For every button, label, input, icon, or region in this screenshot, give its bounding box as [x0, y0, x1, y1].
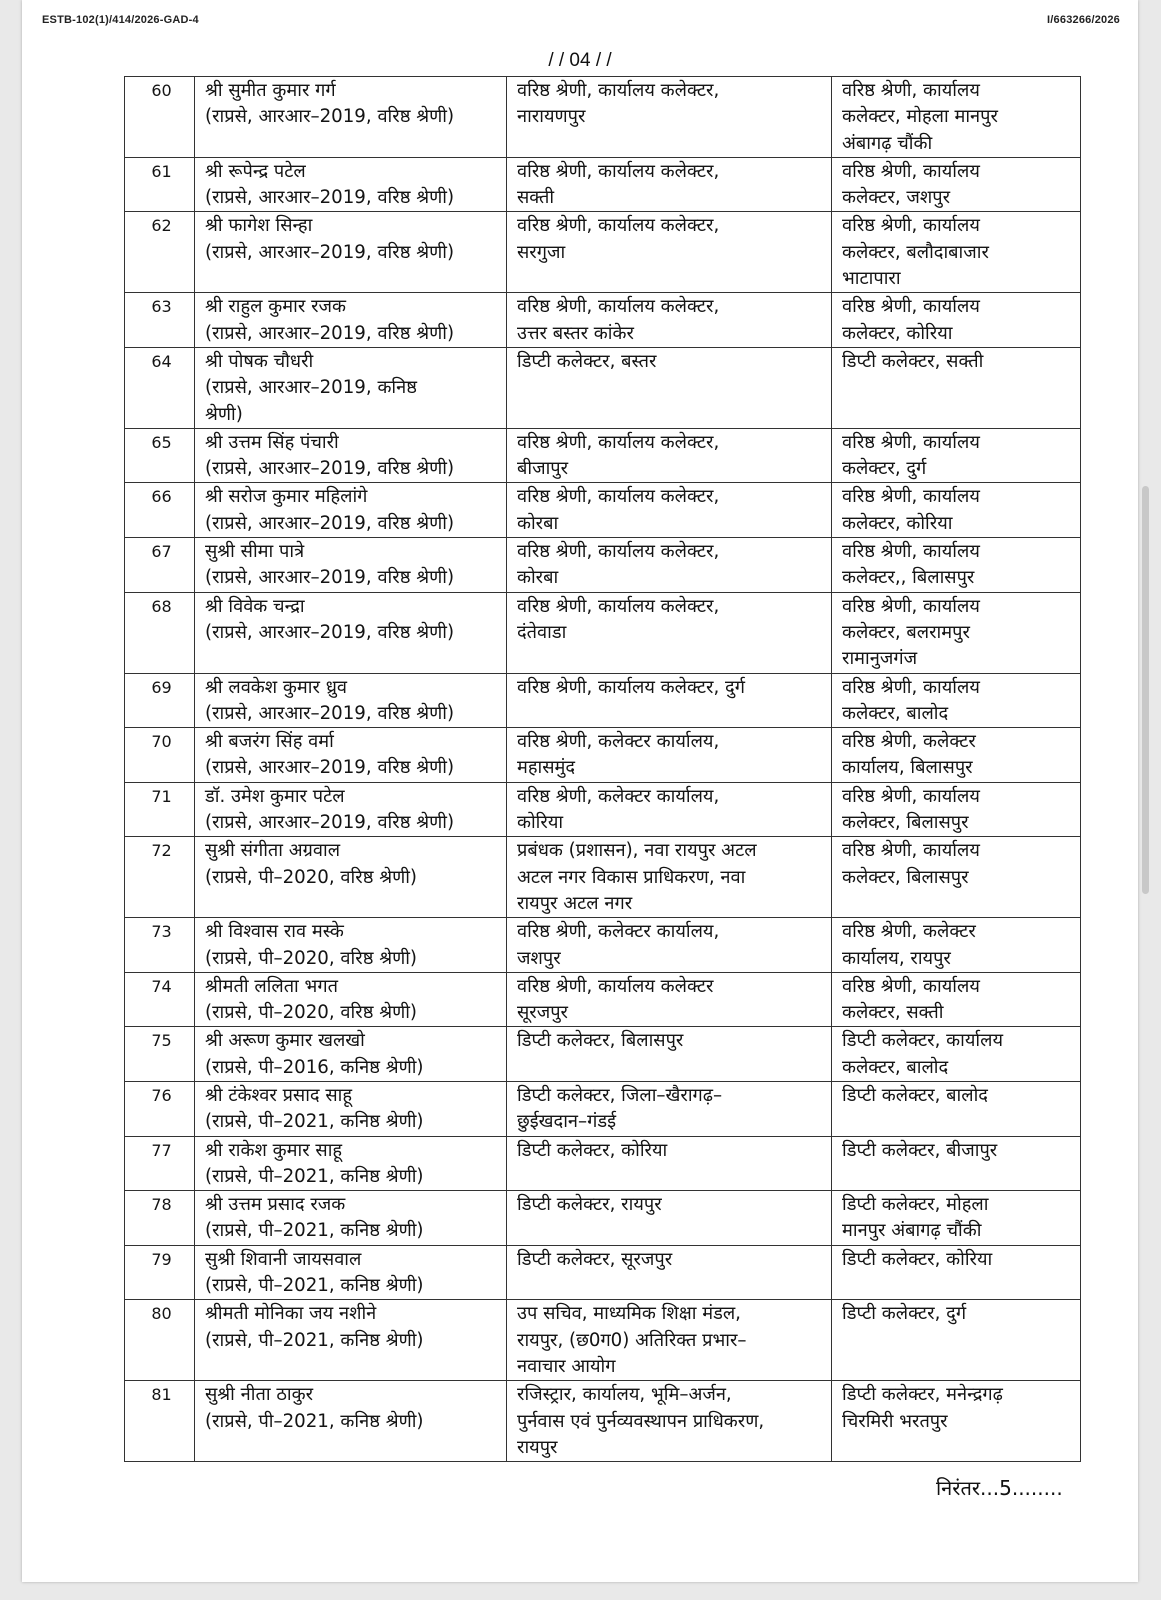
current-posting-line: वरिष्ठ श्रेणी, कार्यालय कलेक्टर, [517, 160, 720, 182]
new-posting-line: कलेक्टर, दुर्ग [842, 458, 927, 480]
officer-name-cell [195, 77, 507, 158]
new-posting-line: भाटापारा [842, 268, 901, 290]
new-posting-cell [832, 782, 1081, 837]
serial-number: 65 [125, 428, 195, 483]
officer-name-line: (राप्रसे, आरआर–2019, वरिष्ठ श्रेणी) [205, 187, 455, 209]
current-posting-cell [507, 1300, 832, 1381]
table-row [125, 1191, 1081, 1246]
new-posting-line: डिप्टी कलेक्टर, बीजापुर [842, 1139, 998, 1161]
serial-number: 72 [125, 837, 195, 918]
current-posting-cell [507, 1081, 832, 1136]
transfer-table [124, 76, 1081, 1462]
current-posting-line: पुर्नवास एवं पुर्नव्यवस्थापन प्राधिकरण, [517, 1410, 765, 1432]
new-posting-cell [832, 538, 1081, 593]
new-posting-line: कलेक्टर, कोरिया [842, 322, 953, 344]
officer-name-line: श्री उत्तम प्रसाद रजक [205, 1194, 346, 1216]
serial-number: 75 [125, 1027, 195, 1082]
current-posting-line: वरिष्ठ श्रेणी, कलेक्टर कार्यालय, [517, 731, 720, 753]
current-posting-line: वरिष्ठ श्रेणी, कार्यालय कलेक्टर, [517, 215, 720, 237]
serial-number: 69 [125, 673, 195, 728]
new-posting-line: वरिष्ठ श्रेणी, कार्यालय [842, 486, 980, 508]
table-row [125, 1381, 1081, 1462]
officer-name-line: श्री फागेश सिन्हा [205, 215, 313, 237]
serial-number: 66 [125, 483, 195, 538]
officer-name-line: श्री उत्तम सिंह पंचारी [205, 431, 339, 453]
current-posting-line: वरिष्ठ श्रेणी, कार्यालय कलेक्टर, [517, 486, 720, 508]
officer-name-line: श्री राहुल कुमार रजक [205, 296, 346, 318]
officer-name-line: (राप्रसे, पी–2021, कनिष्ठ श्रेणी) [205, 1111, 424, 1133]
new-posting-line: कार्यालय, रायपुर [842, 947, 951, 969]
file-number: ESTB-102(1)/414/2026-GAD-4 [42, 14, 199, 26]
officer-name-line: (राप्रसे, पी–2020, वरिष्ठ श्रेणी) [205, 947, 418, 969]
new-posting-line: कलेक्टर,, बिलासपुर [842, 567, 975, 589]
new-posting-line: वरिष्ठ श्रेणी, कार्यालय [842, 80, 980, 101]
new-posting-line: वरिष्ठ श्रेणी, कार्यालय [842, 840, 980, 862]
officer-name-cell [195, 782, 507, 837]
new-posting-line: कलेक्टर, बिलासपुर [842, 812, 969, 834]
officer-name-cell [195, 347, 507, 428]
new-posting-cell [832, 592, 1081, 673]
serial-number: 62 [125, 212, 195, 293]
serial-number: 74 [125, 972, 195, 1027]
new-posting-line: डिप्टी कलेक्टर, दुर्ग [842, 1303, 967, 1325]
officer-name-line: (राप्रसे, पी–2021, कनिष्ठ श्रेणी) [205, 1329, 424, 1351]
current-posting-line: डिप्टी कलेक्टर, जिला–खैरागढ़– [517, 1084, 723, 1106]
officer-name-line: श्री सुमीत कुमार गर्ग [205, 80, 336, 101]
new-posting-line: वरिष्ठ श्रेणी, कार्यालय [842, 296, 980, 318]
current-posting-line: जशपुर [517, 947, 561, 969]
officer-name-line: सुश्री संगीता अग्रवाल [205, 840, 341, 862]
current-posting-line: डिप्टी कलेक्टर, बिलासपुर [517, 1030, 684, 1052]
current-posting-cell [507, 1381, 832, 1462]
current-posting-cell [507, 293, 832, 348]
current-posting-cell [507, 837, 832, 918]
current-posting-line: वरिष्ठ श्रेणी, कलेक्टर कार्यालय, [517, 921, 720, 943]
officer-name-line: श्री अरूण कुमार खलखो [205, 1030, 365, 1052]
current-posting-cell [507, 972, 832, 1027]
current-posting-line: रायपुर [517, 1436, 558, 1458]
new-posting-line: वरिष्ठ श्रेणी, कलेक्टर [842, 731, 976, 753]
table-row [125, 483, 1081, 538]
officer-name-line: (राप्रसे, आरआर–2019, वरिष्ठ श्रेणी) [205, 621, 455, 643]
officer-name-line: श्रेणी) [205, 403, 243, 425]
new-posting-cell [832, 1381, 1081, 1462]
table-row [125, 77, 1081, 158]
current-posting-line: रायपुर, (छ0ग0) अतिरिक्त प्रभार– [517, 1329, 747, 1351]
current-posting-line: बीजापुर [517, 458, 569, 480]
new-posting-cell [832, 293, 1081, 348]
current-posting-line: वरिष्ठ श्रेणी, कार्यालय कलेक्टर, [517, 541, 720, 563]
table-row [125, 1027, 1081, 1082]
new-posting-cell [832, 428, 1081, 483]
officer-name-cell [195, 1245, 507, 1300]
officer-name-cell [195, 212, 507, 293]
page-number: / / 04 / / [548, 50, 612, 71]
new-posting-cell [832, 673, 1081, 728]
new-posting-cell [832, 157, 1081, 212]
current-posting-cell [507, 483, 832, 538]
table-row [125, 1081, 1081, 1136]
new-posting-line: कलेक्टर, मोहला मानपुर [842, 106, 998, 128]
current-posting-line: रायपुर अटल नगर [517, 892, 633, 914]
new-posting-line: चिरमिरी भरतपुर [842, 1410, 948, 1432]
current-posting-cell [507, 1191, 832, 1246]
officer-name-line: डॉ. उमेश कुमार पटेल [205, 785, 345, 807]
table-row [125, 1136, 1081, 1191]
new-posting-line: डिप्टी कलेक्टर, बालोद [842, 1084, 988, 1106]
serial-number: 60 [125, 77, 195, 158]
serial-number: 78 [125, 1191, 195, 1246]
new-posting-line: कलेक्टर, बालोद [842, 1056, 949, 1078]
officer-name-line: श्री टंकेश्वर प्रसाद साहू [205, 1084, 353, 1106]
serial-number: 67 [125, 538, 195, 593]
table-row [125, 1300, 1081, 1381]
current-posting-line: वरिष्ठ श्रेणी, कार्यालय कलेक्टर, दुर्ग [517, 676, 745, 698]
current-posting-line: डिप्टी कलेक्टर, बस्तर [517, 350, 657, 372]
table-row [125, 837, 1081, 918]
serial-number: 70 [125, 728, 195, 783]
current-posting-line: सरगुजा [517, 241, 566, 263]
officer-name-cell [195, 538, 507, 593]
serial-number: 71 [125, 782, 195, 837]
new-posting-line: वरिष्ठ श्रेणी, कार्यालय [842, 215, 980, 237]
new-posting-cell [832, 837, 1081, 918]
current-posting-cell [507, 1136, 832, 1191]
current-posting-cell [507, 918, 832, 973]
new-posting-line: कार्यालय, बिलासपुर [842, 757, 973, 779]
new-posting-line: डिप्टी कलेक्टर, सक्ती [842, 350, 984, 372]
current-posting-line: सक्ती [517, 187, 555, 209]
current-posting-line: छुईखदान–गंडई [517, 1111, 617, 1133]
officer-name-cell [195, 972, 507, 1027]
serial-number: 76 [125, 1081, 195, 1136]
new-posting-cell [832, 1300, 1081, 1381]
officer-name-line: श्री विवेक चन्द्रा [205, 595, 305, 617]
officer-name-line: श्रीमती ललिता भगत [205, 975, 338, 997]
new-posting-cell [832, 212, 1081, 293]
serial-number: 68 [125, 592, 195, 673]
current-posting-cell [507, 728, 832, 783]
officer-name-cell [195, 483, 507, 538]
new-posting-line: वरिष्ठ श्रेणी, कार्यालय [842, 431, 980, 453]
new-posting-cell [832, 347, 1081, 428]
table-row [125, 592, 1081, 673]
current-posting-line: कोरबा [517, 512, 559, 534]
current-posting-line: डिप्टी कलेक्टर, कोरिया [517, 1139, 668, 1161]
table-row [125, 1245, 1081, 1300]
current-posting-line: डिप्टी कलेक्टर, रायपुर [517, 1194, 662, 1216]
new-posting-cell [832, 483, 1081, 538]
current-posting-line: सूरजपुर [517, 1002, 568, 1024]
new-posting-line: वरिष्ठ श्रेणी, कार्यालय [842, 785, 980, 807]
serial-number: 73 [125, 918, 195, 973]
officer-name-line: (राप्रसे, आरआर–2019, वरिष्ठ श्रेणी) [205, 106, 455, 128]
new-posting-line: मानपुर अंबागढ़ चौंकी [842, 1220, 982, 1242]
table-row [125, 212, 1081, 293]
current-posting-cell [507, 782, 832, 837]
new-posting-line: कलेक्टर, बलरामपुर [842, 621, 970, 643]
current-posting-line: नवाचार आयोग [517, 1355, 616, 1377]
new-posting-line: कलेक्टर, बालोद [842, 702, 949, 724]
serial-number: 63 [125, 293, 195, 348]
officer-name-line: श्री बजरंग सिंह वर्मा [205, 731, 334, 753]
table-row [125, 728, 1081, 783]
table-row [125, 918, 1081, 973]
table-row [125, 673, 1081, 728]
officer-name-line: (राप्रसे, पी–2021, कनिष्ठ श्रेणी) [205, 1220, 424, 1242]
officer-name-line: (राप्रसे, पी–2020, वरिष्ठ श्रेणी) [205, 1002, 418, 1024]
new-posting-line: डिप्टी कलेक्टर, मनेन्द्रगढ़ [842, 1384, 1003, 1406]
table-row [125, 157, 1081, 212]
current-posting-line: वरिष्ठ श्रेणी, कार्यालय कलेक्टर, [517, 595, 720, 617]
serial-number: 81 [125, 1381, 195, 1462]
serial-number: 79 [125, 1245, 195, 1300]
officer-name-line: (राप्रसे, आरआर–2019, वरिष्ठ श्रेणी) [205, 702, 455, 724]
officer-name-cell [195, 918, 507, 973]
document-page [22, 0, 1138, 1582]
new-posting-cell [832, 1081, 1081, 1136]
officer-name-line: (राप्रसे, पी–2021, कनिष्ठ श्रेणी) [205, 1275, 424, 1297]
officer-name-line: श्री रूपेन्द्र पटेल [205, 160, 306, 182]
new-posting-cell [832, 918, 1081, 973]
officer-name-line: श्री लवकेश कुमार ध्रुव [205, 676, 348, 698]
new-posting-line: कलेक्टर, बलौदाबाजार [842, 241, 989, 263]
officer-name-line: श्री सरोज कुमार महिलांगे [205, 486, 368, 508]
current-posting-line: कोरिया [517, 812, 564, 834]
new-posting-line: कलेक्टर, कोरिया [842, 512, 953, 534]
new-posting-line: वरिष्ठ श्रेणी, कार्यालय [842, 975, 980, 997]
officer-name-line: सुश्री सीमा पात्रे [205, 541, 305, 563]
new-posting-line: वरिष्ठ श्रेणी, कार्यालय [842, 676, 980, 698]
current-posting-line: वरिष्ठ श्रेणी, कार्यालय कलेक्टर, [517, 80, 720, 101]
current-posting-line: उत्तर बस्तर कांकेर [517, 322, 634, 344]
serial-number: 64 [125, 347, 195, 428]
officer-name-line: (राप्रसे, आरआर–2019, वरिष्ठ श्रेणी) [205, 512, 455, 534]
officer-name-line: श्रीमती मोनिका जय नशीने [205, 1303, 377, 1325]
officer-name-line: (राप्रसे, आरआर–2019, वरिष्ठ श्रेणी) [205, 812, 455, 834]
officer-name-line: (राप्रसे, आरआर–2019, वरिष्ठ श्रेणी) [205, 241, 455, 263]
new-posting-cell [832, 728, 1081, 783]
current-posting-line: कोरबा [517, 567, 559, 589]
officer-name-line: (राप्रसे, पी–2020, वरिष्ठ श्रेणी) [205, 866, 418, 888]
officer-name-cell [195, 1136, 507, 1191]
officer-name-line: (राप्रसे, पी–2021, कनिष्ठ श्रेणी) [205, 1410, 424, 1432]
officer-name-cell [195, 1081, 507, 1136]
transfer-table-body [125, 77, 1081, 1462]
scrollbar[interactable] [1142, 486, 1149, 894]
officer-name-cell [195, 592, 507, 673]
officer-name-line: (राप्रसे, आरआर–2019, वरिष्ठ श्रेणी) [205, 567, 455, 589]
officer-name-cell [195, 728, 507, 783]
current-posting-line: नारायणपुर [517, 106, 586, 128]
officer-name-line: श्री विश्वास राव मस्के [205, 921, 344, 943]
current-posting-cell [507, 77, 832, 158]
new-posting-line: अंबागढ़ चौंकी [842, 132, 933, 154]
current-posting-cell [507, 347, 832, 428]
table-row [125, 347, 1081, 428]
current-posting-cell [507, 157, 832, 212]
new-posting-line: वरिष्ठ श्रेणी, कार्यालय [842, 160, 980, 182]
table-row [125, 293, 1081, 348]
officer-name-cell [195, 1381, 507, 1462]
officer-name-line: (राप्रसे, पी–2016, कनिष्ठ श्रेणी) [205, 1056, 424, 1078]
current-posting-cell [507, 212, 832, 293]
current-posting-cell [507, 538, 832, 593]
new-posting-line: वरिष्ठ श्रेणी, कलेक्टर [842, 921, 976, 943]
new-posting-line: कलेक्टर, बिलासपुर [842, 866, 969, 888]
officer-name-cell [195, 157, 507, 212]
current-posting-cell [507, 428, 832, 483]
current-posting-line: वरिष्ठ श्रेणी, कलेक्टर कार्यालय, [517, 785, 720, 807]
current-posting-line: महासमुंद [517, 757, 576, 779]
officer-name-line: (राप्रसे, आरआर–2019, कनिष्ठ [205, 377, 417, 399]
table-row [125, 782, 1081, 837]
officer-name-line: (राप्रसे, आरआर–2019, वरिष्ठ श्रेणी) [205, 322, 455, 344]
new-posting-line: डिप्टी कलेक्टर, कोरिया [842, 1248, 993, 1270]
new-posting-line: कलेक्टर, जशपुर [842, 187, 951, 209]
new-posting-cell [832, 1245, 1081, 1300]
officer-name-line: (राप्रसे, आरआर–2019, वरिष्ठ श्रेणी) [205, 757, 455, 779]
new-posting-cell [832, 1191, 1081, 1246]
current-posting-line: वरिष्ठ श्रेणी, कार्यालय कलेक्टर [517, 975, 714, 997]
officer-name-cell [195, 837, 507, 918]
serial-number: 61 [125, 157, 195, 212]
new-posting-line: डिप्टी कलेक्टर, कार्यालय [842, 1030, 1003, 1052]
current-posting-cell [507, 592, 832, 673]
new-posting-line: वरिष्ठ श्रेणी, कार्यालय [842, 595, 980, 617]
serial-number: 77 [125, 1136, 195, 1191]
new-posting-cell [832, 1136, 1081, 1191]
current-posting-line: दंतेवाडा [517, 621, 567, 643]
new-posting-line: रामानुजगंज [842, 648, 918, 670]
current-posting-cell [507, 1245, 832, 1300]
officer-name-cell [195, 1191, 507, 1246]
current-posting-cell [507, 1027, 832, 1082]
current-posting-line: रजिस्ट्रार, कार्यालय, भूमि–अर्जन, [517, 1384, 732, 1406]
table-row [125, 972, 1081, 1027]
officer-name-cell [195, 673, 507, 728]
officer-name-cell [195, 1300, 507, 1381]
new-posting-cell [832, 77, 1081, 158]
new-posting-cell [832, 1027, 1081, 1082]
officer-name-line: सुश्री शिवानी जायसवाल [205, 1248, 362, 1270]
current-posting-line: वरिष्ठ श्रेणी, कार्यालय कलेक्टर, [517, 296, 720, 318]
table-row [125, 538, 1081, 593]
officer-name-cell [195, 1027, 507, 1082]
new-posting-cell [832, 972, 1081, 1027]
current-posting-line: उप सचिव, माध्यमिक शिक्षा मंडल, [517, 1303, 741, 1325]
current-posting-line: वरिष्ठ श्रेणी, कार्यालय कलेक्टर, [517, 431, 720, 453]
officer-name-line: सुश्री नीता ठाकुर [205, 1384, 314, 1406]
officer-name-cell [195, 428, 507, 483]
new-posting-line: कलेक्टर, सक्ती [842, 1002, 944, 1024]
officer-name-cell [195, 293, 507, 348]
serial-number: 80 [125, 1300, 195, 1381]
reference-number: I/663266/2026 [1047, 14, 1120, 26]
new-posting-line: वरिष्ठ श्रेणी, कार्यालय [842, 541, 980, 563]
officer-name-line: श्री राकेश कुमार साहू [205, 1139, 343, 1161]
officer-name-line: श्री पोषक चौधरी [205, 350, 314, 372]
table-row [125, 428, 1081, 483]
new-posting-line: डिप्टी कलेक्टर, मोहला [842, 1194, 989, 1216]
current-posting-line: डिप्टी कलेक्टर, सूरजपुर [517, 1248, 673, 1270]
current-posting-line: अटल नगर विकास प्राधिकरण, नवा [517, 866, 746, 888]
officer-name-line: (राप्रसे, पी–2021, कनिष्ठ श्रेणी) [205, 1165, 424, 1187]
current-posting-cell [507, 673, 832, 728]
continued-note: निरंतर...5........ [936, 1476, 1063, 1500]
current-posting-line: प्रबंधक (प्रशासन), नवा रायपुर अटल [517, 840, 757, 862]
officer-name-line: (राप्रसे, आरआर–2019, वरिष्ठ श्रेणी) [205, 458, 455, 480]
